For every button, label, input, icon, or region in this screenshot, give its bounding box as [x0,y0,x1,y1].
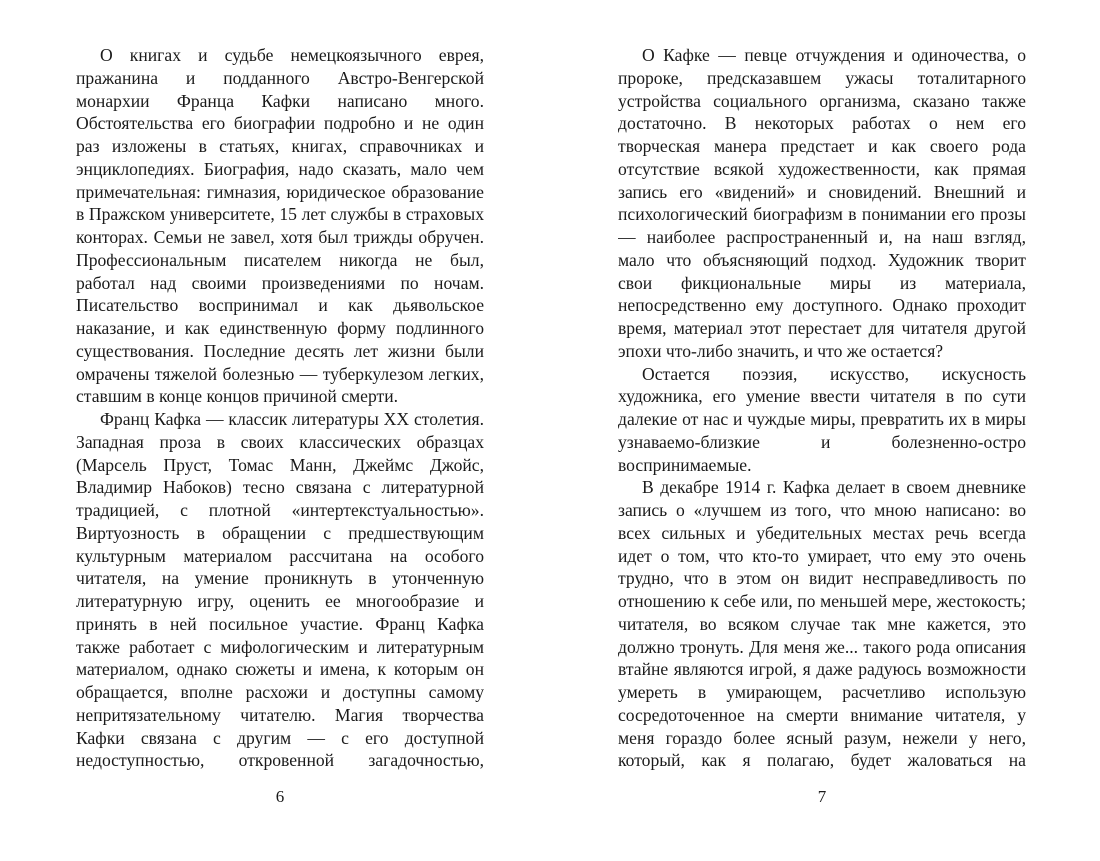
right-page-number: 7 [817,787,827,806]
left-page-number: 6 [275,787,285,806]
left-page-body [76,44,484,774]
right-paragraph-3: В декабре 1914 г. Кафка делает в своем дневнике запись о «лучшем из того, что мною написано: во всех сильных и убедительных местах речь всегда идет о том, что кто-то умирает, что ему это очень трудно, что в этом он видит несправедливость по отношению к себе или, по меньшей мере, жестокость; читателя, во всяком случае так мне кажется, это должно тронуть. Для меня же... такого рода описания втайне являются игрой, я даже радуюсь возможности умереть в умирающем, расчетливо использую сосредоточенное на смерти внимание читателя, у меня гораздо более ясный разум, нежели у него, который, как я полагаю, будет жаловаться на [618,477,1026,771]
right-page-body [618,44,1026,774]
right-page [618,44,1026,806]
right-paragraph-2: Остается поэзия, искусство, искусность художника, его умение ввести читателя в по сути далекие от нас и чуждые миры, превратить их в миры узнаваемо-близкие и болезненно-остро воспринимаемые. [618,363,1026,475]
left-paragraph-2: Франц Кафка — классик литературы XX столетия. Западная проза в своих классических образцах (Марсель Пруст, Томас Манн, Джеймс Джойс, Владимир Набоков) тесно связана с литературной традицией, с плотной «интертекстуальностью». Виртуозность в обращении с предшествующим культурным материалом рассчитана на особого читателя, на умение проникнуть в утонченную литературную игру, оценить ее многообразие и принять в ней посильное участие. Франц Кафка также работает с мифологическим и литературным материалом, однако сюжеты и имена, к которым он обращается, вполне расхожи и доступны самому непритязательному читателю. Магия творчества Кафки связана с другим — с его доступной недоступностью, откровенной загадочностью, [76,409,484,771]
right-paragraph-1: О Кафке — певце отчуждения и одиночества, о пророке, предсказавшем ужасы тоталитарного устройства социального организма, сказано также достаточно. В некоторых работах о нем его творческая манера предстает и как своего рода отсутствие всякой художественности, как прямая запись его «видений» и сновидений. Внешний и психологический биографизм в понимании его прозы — наиболее распространенный и, на наш взгляд, мало что объясняющий подход. Художник творит свои фикциональные миры из материала, непосредственно ему доступного. Однако проходит время, материал этот перестает для читателя другой эпохи что-либо значить, и что же остается? [618,45,1026,361]
left-page [76,44,484,806]
left-paragraph-1: О книгах и судьбе немецкоязычного еврея, пражанина и подданного Австро-Венгерской монархии Франца Кафки написано много. Обстоятельства его биографии подробно и не один раз изложены в статьях, книгах, справочниках и энциклопедиях. Биография, надо сказать, мало чем примечательная: гимназия, юридическое образование в Пражском университете, 15 лет службы в страховых конторах. Семьи не завел, хотя был трижды обручен. Профессиональным писателем никогда не был, работал над своими произведениями по ночам. Писательство воспринимал и как дьявольское наказание, и как единственную форму подлинного существования. Последние десять лет жизни были омрачены тяжелой болезнью — туберкулезом легких, ставшим в конце концов причиной смерти. [76,45,484,407]
